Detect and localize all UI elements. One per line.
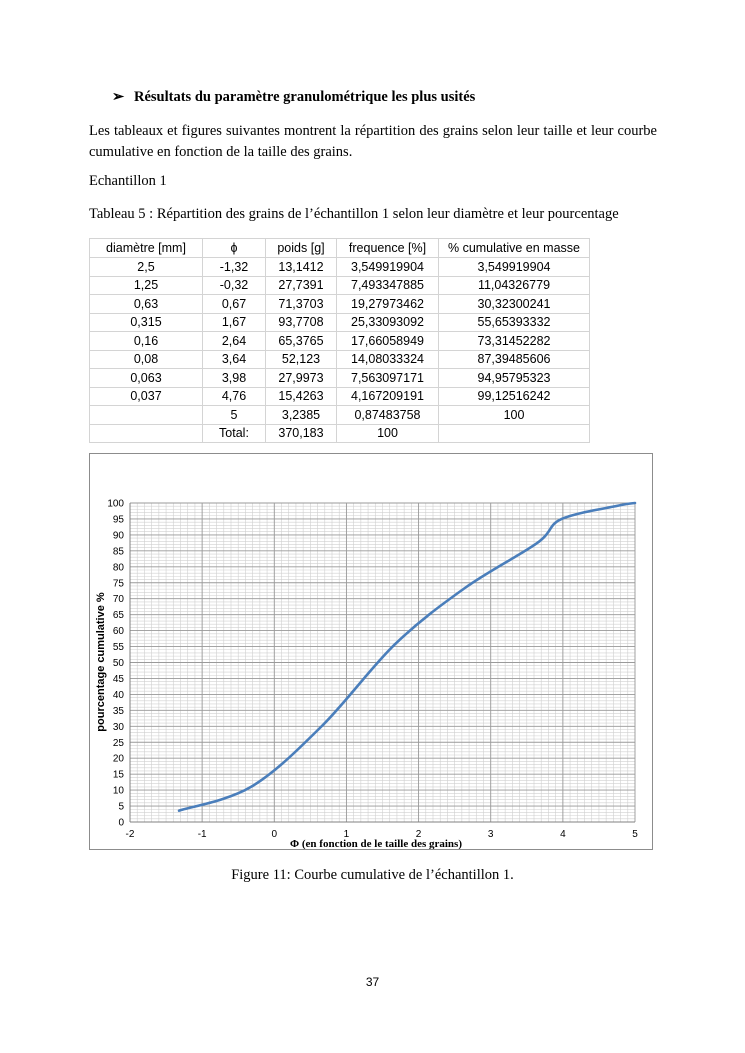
y-tick-label: 30 <box>112 721 124 733</box>
column-header: ϕ <box>203 239 266 258</box>
y-tick-label: 70 <box>112 594 124 606</box>
table-cell: 0,16 <box>90 332 203 351</box>
table-cell <box>90 406 203 425</box>
y-tick-label: 20 <box>112 753 124 765</box>
y-tick-label: 50 <box>112 658 124 669</box>
table-cell: 65,3765 <box>266 332 337 351</box>
column-header: % cumulative en masse <box>439 239 590 258</box>
table-cell: 100 <box>439 406 590 425</box>
y-tick-label: 10 <box>112 785 124 797</box>
y-tick-label: 35 <box>112 705 124 717</box>
table-cell: 0,87483758 <box>337 406 439 425</box>
table-row <box>90 313 590 332</box>
table-cell: 0,63 <box>90 295 203 314</box>
x-tick-label: 1 <box>343 829 350 840</box>
table-cell: -0,32 <box>203 276 266 295</box>
y-tick-label: 15 <box>112 769 124 781</box>
y-axis-title: pourcentage cumulative % <box>95 592 107 732</box>
table-cell: 7,493347885 <box>337 276 439 295</box>
table-row <box>90 350 590 369</box>
table-cell: 2,64 <box>203 332 266 351</box>
table-cell: 73,31452282 <box>439 332 590 351</box>
table-cell: 3,2385 <box>266 406 337 425</box>
x-tick-label: -2 <box>125 829 135 840</box>
table-row <box>90 332 590 351</box>
x-tick-label: 3 <box>487 829 494 840</box>
table-cell: 370,183 <box>266 424 337 443</box>
major-gridlines <box>130 503 635 822</box>
table-cell: 3,549919904 <box>439 258 590 277</box>
table-cell: Total: <box>203 424 266 443</box>
x-tick-label: 4 <box>560 829 566 840</box>
sample-label: Echantillon 1 <box>89 173 167 189</box>
table-cell: 15,4263 <box>266 387 337 406</box>
table-row <box>90 369 590 388</box>
table-cell: 2,5 <box>90 258 203 277</box>
table-cell: 0,315 <box>90 313 203 332</box>
y-tick-label: 100 <box>107 498 124 510</box>
table-row <box>90 295 590 314</box>
arrow-bullet-icon: ➢ <box>112 89 125 105</box>
table-cell: 3,549919904 <box>337 258 439 277</box>
table-cell: 52,123 <box>266 350 337 369</box>
table-cell: 27,9973 <box>266 369 337 388</box>
table-cell: 87,39485606 <box>439 350 590 369</box>
table-cell: 0,67 <box>203 295 266 314</box>
y-tick-label: 25 <box>112 737 124 749</box>
table-row <box>90 387 590 406</box>
table-cell: 5 <box>203 406 266 425</box>
figure-caption: Figure 11: Courbe cumulative de l’échantillon 1. <box>231 867 514 883</box>
page-number: 37 <box>365 975 380 989</box>
table-cell: 27,7391 <box>266 276 337 295</box>
y-tick-label: 95 <box>112 514 124 526</box>
column-header: poids [g] <box>266 239 337 258</box>
y-tick-label: 75 <box>112 578 124 590</box>
table-cell: 0,08 <box>90 350 203 369</box>
table-cell: 0,037 <box>90 387 203 406</box>
table-cell: 4,76 <box>203 387 266 406</box>
y-tick-label: 45 <box>112 673 124 685</box>
column-header: diamètre [mm] <box>90 239 203 258</box>
table-cell: 30,32300241 <box>439 295 590 314</box>
table-cell: 11,04326779 <box>439 276 590 295</box>
table-row <box>90 258 590 277</box>
column-header: frequence [%] <box>337 239 439 258</box>
x-axis-title: Φ (en fonction de le taille des grains) <box>290 838 462 849</box>
table-cell: 100 <box>337 424 439 443</box>
table-cell: -1,32 <box>203 258 266 277</box>
table-cell: 17,66058949 <box>337 332 439 351</box>
table-cell: 3,98 <box>203 369 266 388</box>
table-cell: 7,563097171 <box>337 369 439 388</box>
table-total-row <box>90 424 590 443</box>
table-row <box>90 406 590 425</box>
table-caption: Tableau 5 : Répartition des grains de l’échantillon 1 selon leur diamètre et leur pourcentage <box>89 206 619 222</box>
table-row <box>90 276 590 295</box>
y-tick-label: 0 <box>118 817 124 829</box>
y-tick-label: 85 <box>112 546 124 558</box>
section-heading-text: Résultats du paramètre granulométrique les plus usités <box>134 89 476 105</box>
table-cell: 3,64 <box>203 350 266 369</box>
table-cell: 14,08033324 <box>337 350 439 369</box>
table-cell: 93,7708 <box>266 313 337 332</box>
y-tick-label: 40 <box>112 689 124 701</box>
table-cell: 94,95795323 <box>439 369 590 388</box>
table-cell: 1,67 <box>203 313 266 332</box>
table-cell: 13,1412 <box>266 258 337 277</box>
y-tick-label: 65 <box>112 610 124 622</box>
y-tick-label: 55 <box>112 642 124 654</box>
x-tick-label: -1 <box>197 829 207 840</box>
table-cell <box>439 424 590 443</box>
table-cell: 99,12516242 <box>439 387 590 406</box>
table-cell: 0,063 <box>90 369 203 388</box>
table-cell <box>90 424 203 443</box>
table-cell: 4,167209191 <box>337 387 439 406</box>
table-cell: 1,25 <box>90 276 203 295</box>
y-tick-label: 60 <box>112 626 124 638</box>
x-tick-label: 2 <box>415 829 422 840</box>
x-tick-label: 5 <box>632 829 638 840</box>
x-tick-label: 0 <box>271 829 278 840</box>
granulometry-table <box>89 238 590 443</box>
y-tick-label: 5 <box>118 801 124 813</box>
cumulative-chart <box>89 453 653 850</box>
y-tick-label: 90 <box>112 530 124 542</box>
section-heading <box>112 89 475 106</box>
intro-paragraph: Les tableaux et figures suivantes montrent la répartition des grains selon leur taille et leur courbe cumulative en fonction de la taille des grains. <box>89 123 657 160</box>
y-tick-label: 80 <box>112 562 124 574</box>
table-cell: 25,33093092 <box>337 313 439 332</box>
table-cell: 55,65393332 <box>439 313 590 332</box>
table-cell: 71,3703 <box>266 295 337 314</box>
chart-canvas <box>90 454 652 849</box>
y-tick-labels <box>107 499 124 829</box>
table-header-row <box>90 239 590 258</box>
table-cell: 19,27973462 <box>337 295 439 314</box>
